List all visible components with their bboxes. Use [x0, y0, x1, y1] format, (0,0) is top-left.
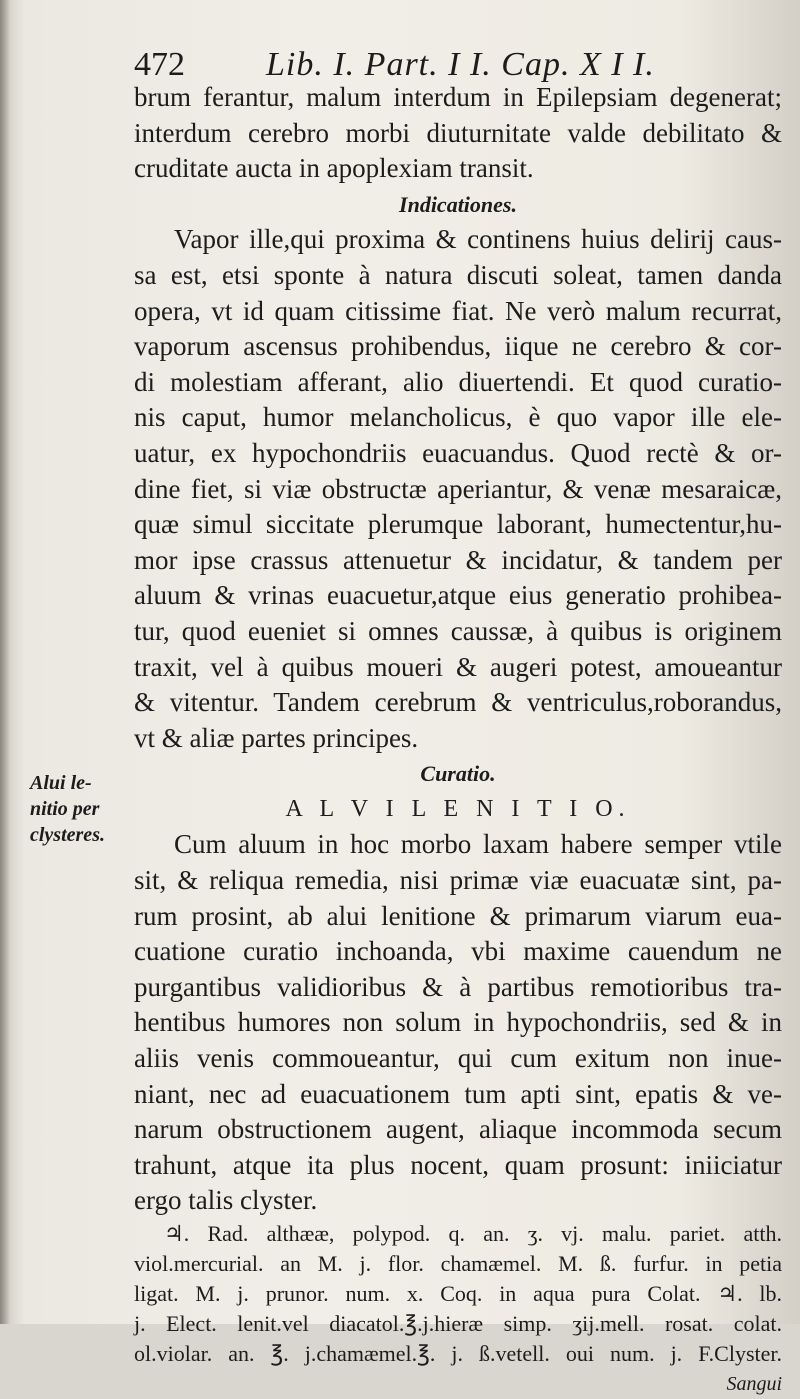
catchword: Sangui: [726, 1373, 782, 1395]
text-line: nis caput, humor melancholicus, è quo vapor ille ele-: [134, 402, 782, 433]
text-line: di molestiam afferant, alio diuertendi. Et quod curatio-: [134, 366, 782, 397]
text-line: brum ferantur, malum interdum in Epilepsiam degenerat;: [134, 82, 782, 112]
text-line: opera, vt id quam citissime fiat. Ne verò malum recurrat,: [134, 295, 782, 326]
text-line: uatur, ex hypochondriis euacuandus. Quod rectè & or-: [134, 437, 782, 468]
text-line: tur, quod eueniet si omnes caussæ, à quibus is originem: [134, 615, 782, 646]
text-line: quæ simul siccitate plerumque laborant, humectentur,hu-: [134, 509, 782, 540]
text-line: aluum & vrinas euacuetur,atque eius generatio prohibea-: [134, 580, 782, 611]
text-line: interdum cerebro morbi diuturnitate valde debilitato &: [134, 117, 782, 148]
chapter-title: Lib. I. Part. I I. Cap. X I I.: [266, 46, 655, 83]
text-line: Vapor ille,qui proxima & continens huius delirij caus-: [174, 224, 782, 255]
binding-shadow: [0, 0, 10, 1324]
text-line: sit, & reliqua remedia, nisi primæ viæ euacuatæ sint, pa-: [134, 865, 782, 896]
text-line: traxit, vel à quibus moueri & augeri potest, amoueantur: [134, 651, 782, 682]
margin-note-line: clysteres.: [30, 824, 105, 846]
page-number: 472: [134, 46, 185, 83]
text-line: ergo talis clyster.: [134, 1185, 318, 1216]
text-line: rum prosint, ab alui lenitione & primarum viarum eua-: [134, 900, 782, 931]
text-line: cruditate aucta in apoplexiam transit.: [134, 153, 534, 184]
text-line: cuatione curatio inchoanda, vbi maxime cauendum ne: [134, 936, 782, 967]
recipe-line: ♃. Rad. althææ, polypod. q. an. ʒ. vj. malu. pariet. atth.: [164, 1221, 782, 1246]
recipe: [134, 1219, 782, 1369]
text-line: trahunt, atque ita plus nocent, quam prosunt: iniiciatur: [134, 1149, 782, 1180]
margin-note: [30, 770, 130, 848]
text-line: purgantibus validioribus & à partibus remotioribus tra-: [134, 971, 782, 1002]
margin-note-line: nitio per: [30, 798, 100, 820]
recipe-line: j. Elect. lenit.vel diacatol.℥.j.hieræ simp. ʒij.mell. rosat. colat.: [134, 1311, 782, 1336]
section-heading: Indicationes.: [399, 191, 517, 217]
margin-note-line: Alui le-: [30, 772, 92, 794]
section-heading: Curatio.: [420, 761, 496, 787]
text-line: Cum aluum in hoc morbo laxam habere semper vtile: [174, 829, 782, 860]
recipe-line: viol.mercurial. an M. j. flor. chamæmel. M. ß. furfur. in petia: [134, 1251, 782, 1276]
text-line: niant, nec ad euacuationem tum apti sint, epatis & ve-: [134, 1078, 782, 1109]
section-heading: A L V I L E N I T I O.: [285, 795, 631, 822]
text-line: narum obstructionem augent, aliaque incommoda secum: [134, 1114, 782, 1145]
body-text: [134, 80, 782, 1399]
text-line: vaporum ascensus prohibendus, iique ne cerebro & cor-: [134, 331, 782, 362]
text-line: hentibus humores non solum in hypochondriis, sed & in: [134, 1007, 782, 1038]
recipe-line: ligat. M. j. prunor. num. x. Coq. in aqua pura Colat. ♃. lb.: [134, 1281, 782, 1306]
text-line: dine fiet, si viæ obstructæ aperiantur, & venæ mesaraicæ,: [134, 473, 782, 504]
text-line: sa est, etsi sponte à natura discuti soleat, tamen danda: [134, 259, 782, 290]
text-line: & vitentur. Tandem cerebrum & ventriculus,roborandus,: [134, 687, 782, 718]
text-line: vt & aliæ partes principes.: [134, 722, 419, 753]
text-line: mor ipse crassus attenuetur & incidatur, & tandem per: [134, 544, 782, 575]
recipe-line: ol.violar. an. ℥. j.chamæmel.℥. j. ß.vetell. oui num. j. F.Clyster.: [134, 1341, 782, 1366]
text-line: aliis venis commoueantur, qui cum exitum non inue-: [134, 1043, 782, 1074]
